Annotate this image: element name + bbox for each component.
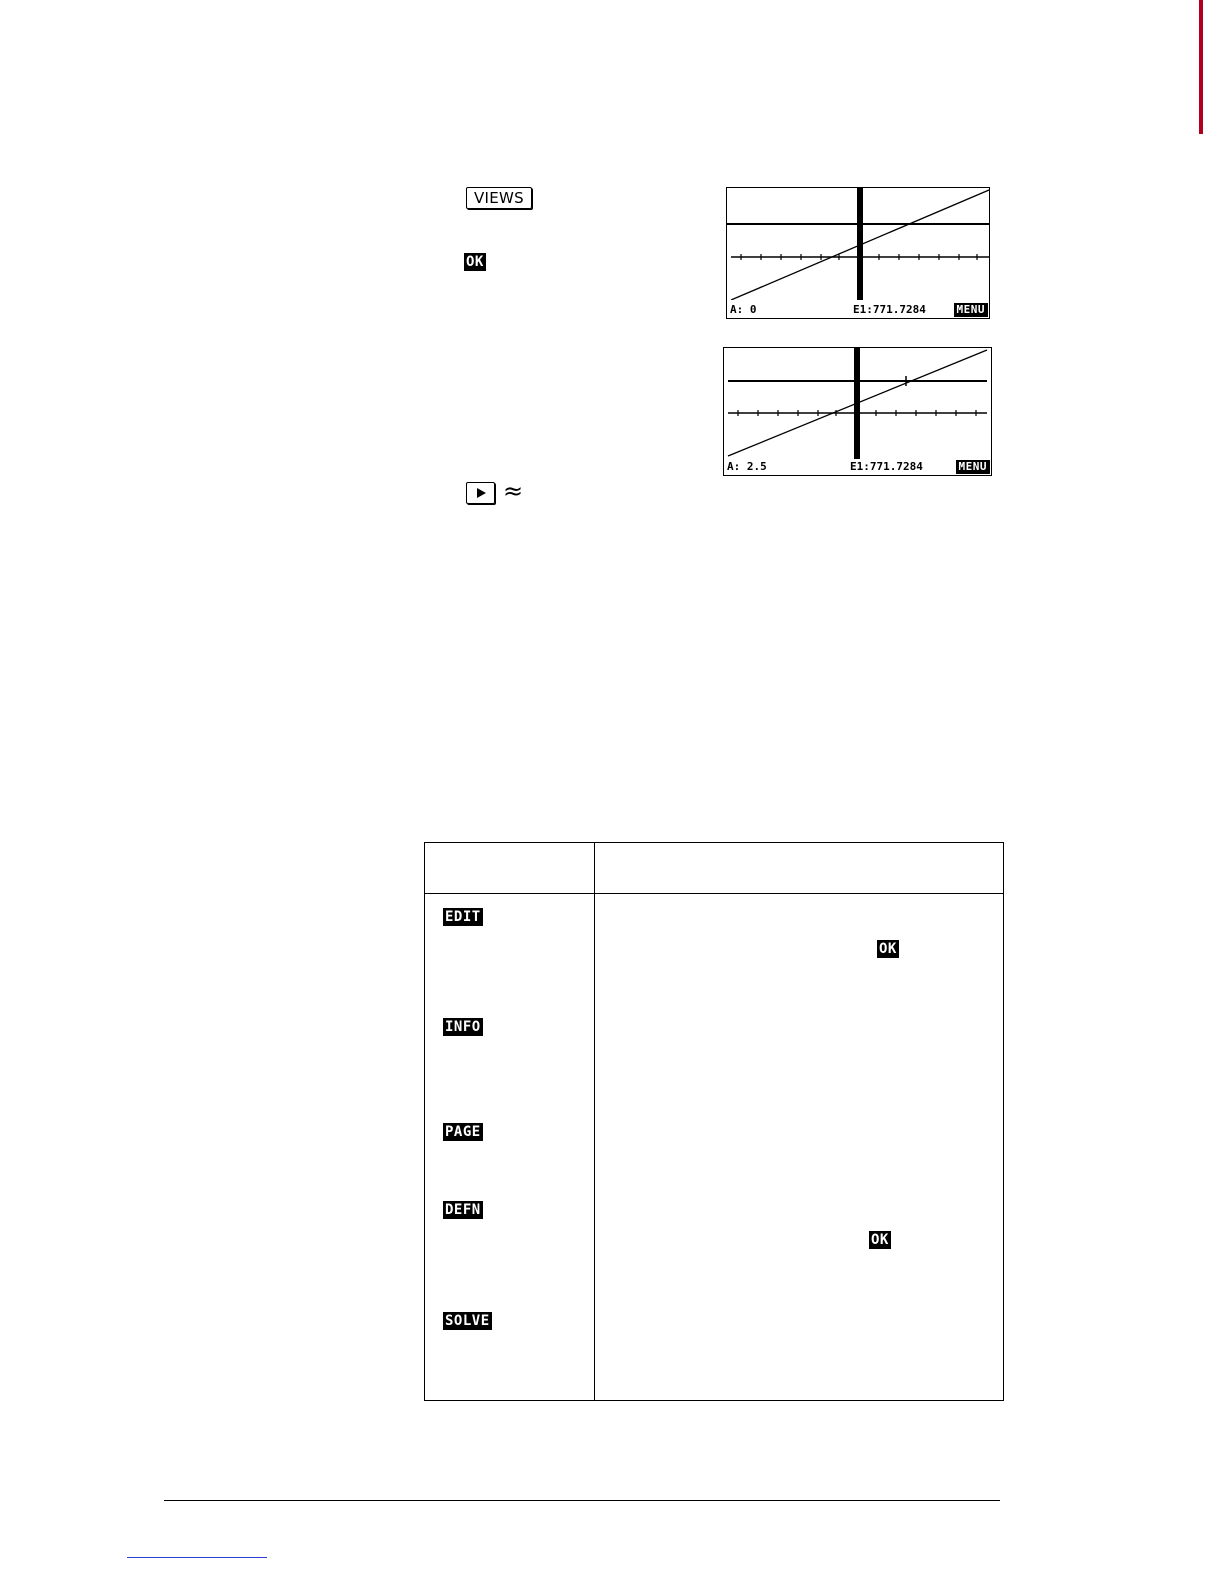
- table-header-row: [425, 843, 1004, 894]
- footer-rule: [164, 1500, 1000, 1501]
- plot-area-2: [724, 348, 991, 459]
- ok-softkey-inline[interactable]: OK: [871, 1232, 889, 1248]
- footer-link-underline[interactable]: [127, 1557, 267, 1558]
- ok-softkey-inline[interactable]: OK: [879, 941, 897, 957]
- page-edge-marker: [1199, 0, 1203, 134]
- menu-softkey[interactable]: MENU: [956, 460, 991, 474]
- table-row: [425, 894, 1004, 1401]
- approx-symbol: ≈: [503, 477, 524, 505]
- plot-area-1: [727, 188, 989, 300]
- cursor-bar: [857, 188, 863, 300]
- equation-readout: E1:771.7284: [853, 303, 926, 316]
- info-softkey[interactable]: INFO: [445, 1019, 481, 1035]
- page-softkey[interactable]: PAGE: [445, 1124, 481, 1140]
- calculator-screen-2: [723, 347, 992, 476]
- play-icon: [475, 487, 487, 499]
- description-column: [595, 894, 1004, 1401]
- variable-readout: A: 2.5: [727, 460, 767, 473]
- operations-table: [424, 842, 1004, 1401]
- calculator-screen-1: [726, 187, 990, 319]
- cursor-bar: [854, 348, 860, 459]
- variable-readout: A: 0: [730, 303, 757, 316]
- key-column: [425, 894, 595, 1401]
- edit-softkey[interactable]: EDIT: [445, 909, 481, 925]
- header-key: [425, 843, 595, 894]
- views-key[interactable]: VIEWS: [466, 187, 532, 209]
- defn-softkey[interactable]: DEFN: [445, 1202, 481, 1218]
- header-operation: [595, 843, 1004, 894]
- status-line-2: [724, 459, 991, 475]
- equation-readout: E1:771.7284: [850, 460, 923, 473]
- status-line-1: [727, 302, 989, 318]
- right-arrow-key[interactable]: [466, 482, 495, 504]
- ok-softkey[interactable]: OK: [466, 254, 484, 270]
- solve-softkey[interactable]: SOLVE: [445, 1313, 490, 1329]
- menu-softkey[interactable]: MENU: [954, 303, 989, 317]
